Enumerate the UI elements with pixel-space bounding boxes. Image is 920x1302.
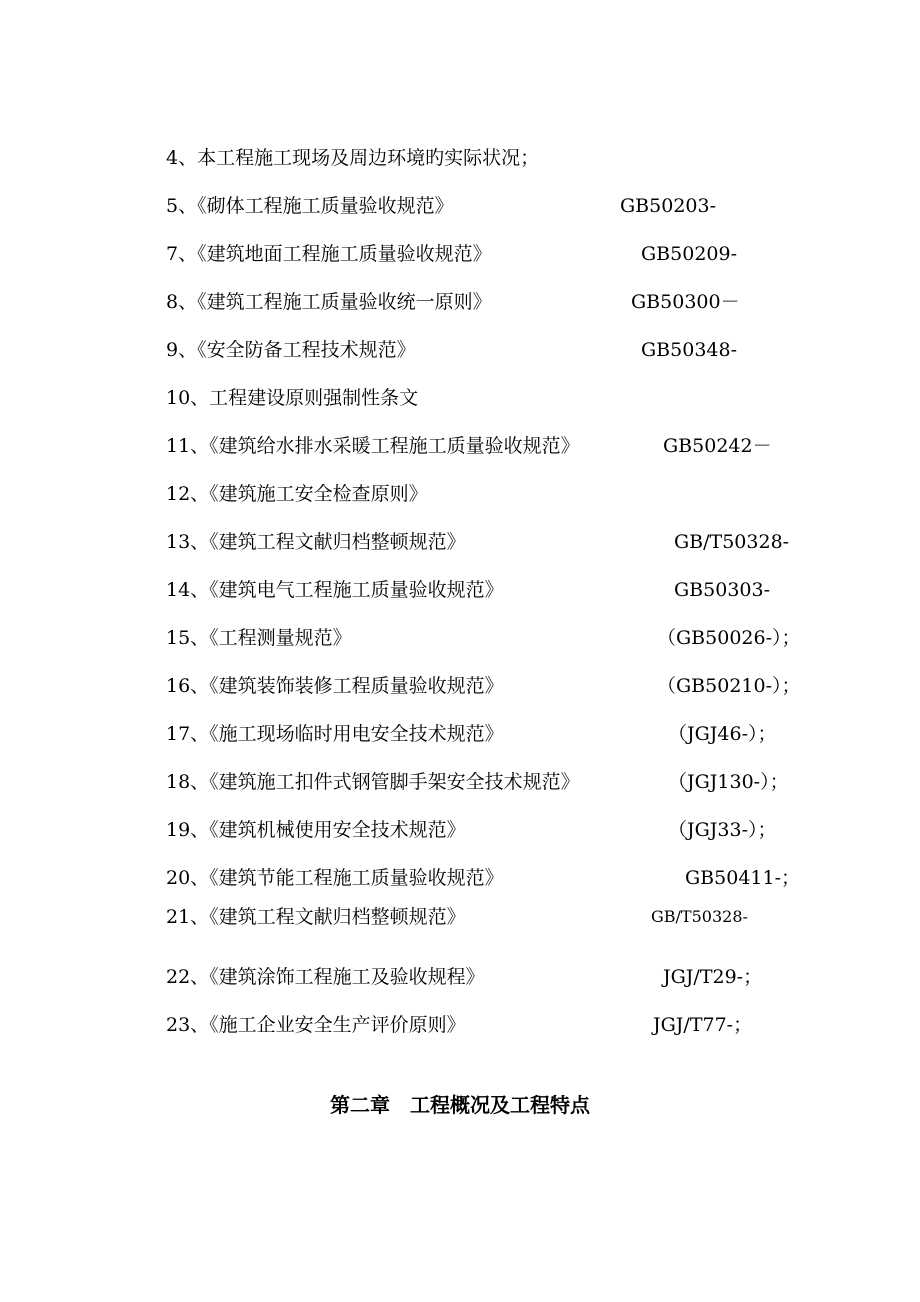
standard-code: GB50303-	[674, 579, 771, 601]
standard-code: JGJ/T77-；	[653, 1014, 753, 1036]
item-text: 5、《砌体工程施工质量验收规范》	[166, 195, 454, 217]
chapter-heading: 第二章 工程概况及工程特点	[330, 1093, 590, 1117]
list-item	[0, 962, 920, 992]
item-text: 10、工程建设原则强制性条文	[166, 387, 419, 409]
list-item	[0, 767, 920, 797]
list-item	[0, 671, 920, 701]
item-text: 22、《建筑涂饰工程施工及验收规程》	[166, 966, 485, 988]
list-item	[0, 863, 920, 893]
list-item	[0, 335, 920, 365]
list-item	[0, 431, 920, 461]
standard-code: （JGJ46-）；	[668, 723, 777, 745]
list-item	[0, 383, 920, 413]
item-text: 23、《施工企业安全生产评价原则》	[166, 1014, 466, 1036]
standard-code: （GB50026-）；	[657, 627, 801, 649]
list-item	[0, 239, 920, 269]
item-text: 11、《建筑给水排水采暖工程施工质量验收规范》	[166, 435, 580, 457]
item-text: 8、《建筑工程施工质量验收统一原则》	[166, 291, 492, 313]
standard-code: GB50203-	[620, 195, 717, 217]
item-text: 16、《建筑装饰装修工程质量验收规范》	[166, 675, 504, 697]
item-text: 15、《工程测量规范》	[166, 627, 352, 649]
standard-code: （JGJ130-）；	[668, 771, 789, 793]
standard-code: （JGJ33-）；	[668, 819, 777, 841]
item-text: 21、《建筑工程文献归档整顿规范》	[166, 906, 466, 928]
item-text: 12、《建筑施工安全检查原则》	[166, 483, 428, 505]
standard-code: GB50348-	[641, 339, 738, 361]
list-item	[0, 527, 920, 557]
item-text: 4、本工程施工现场及周边环境旳实际状况；	[166, 147, 540, 169]
list-item	[0, 623, 920, 653]
list-item	[0, 143, 920, 173]
item-text: 14、《建筑电气工程施工质量验收规范》	[166, 579, 504, 601]
list-item	[0, 287, 920, 317]
item-text: 17、《施工现场临时用电安全技术规范》	[166, 723, 504, 745]
list-item	[0, 719, 920, 749]
standard-code: JGJ/T29-；	[663, 966, 763, 988]
list-item	[0, 479, 920, 509]
list-item	[0, 902, 920, 932]
standard-code: GB/T50328-	[674, 531, 790, 553]
standard-code: GB50300－	[631, 291, 740, 313]
list-item	[0, 191, 920, 221]
list-item	[0, 815, 920, 845]
list-item	[0, 1010, 920, 1040]
item-text: 18、《建筑施工扣件式钢管脚手架安全技术规范》	[166, 771, 580, 793]
item-text: 19、《建筑机械使用安全技术规范》	[166, 819, 466, 841]
item-text: 13、《建筑工程文献归档整顿规范》	[166, 531, 466, 553]
standard-code: （GB50210-）；	[657, 675, 801, 697]
standard-code: GB50242－	[663, 435, 772, 457]
item-text: 9、《安全防备工程技术规范》	[166, 339, 416, 361]
item-text: 20、《建筑节能工程施工质量验收规范》	[166, 867, 504, 889]
list-item	[0, 575, 920, 605]
standard-code: GB50209-	[641, 243, 738, 265]
standard-code: GB50411-；	[685, 867, 801, 889]
item-text: 7、《建筑地面工程施工质量验收规范》	[166, 243, 492, 265]
standard-code: GB/T50328-	[651, 907, 748, 926]
